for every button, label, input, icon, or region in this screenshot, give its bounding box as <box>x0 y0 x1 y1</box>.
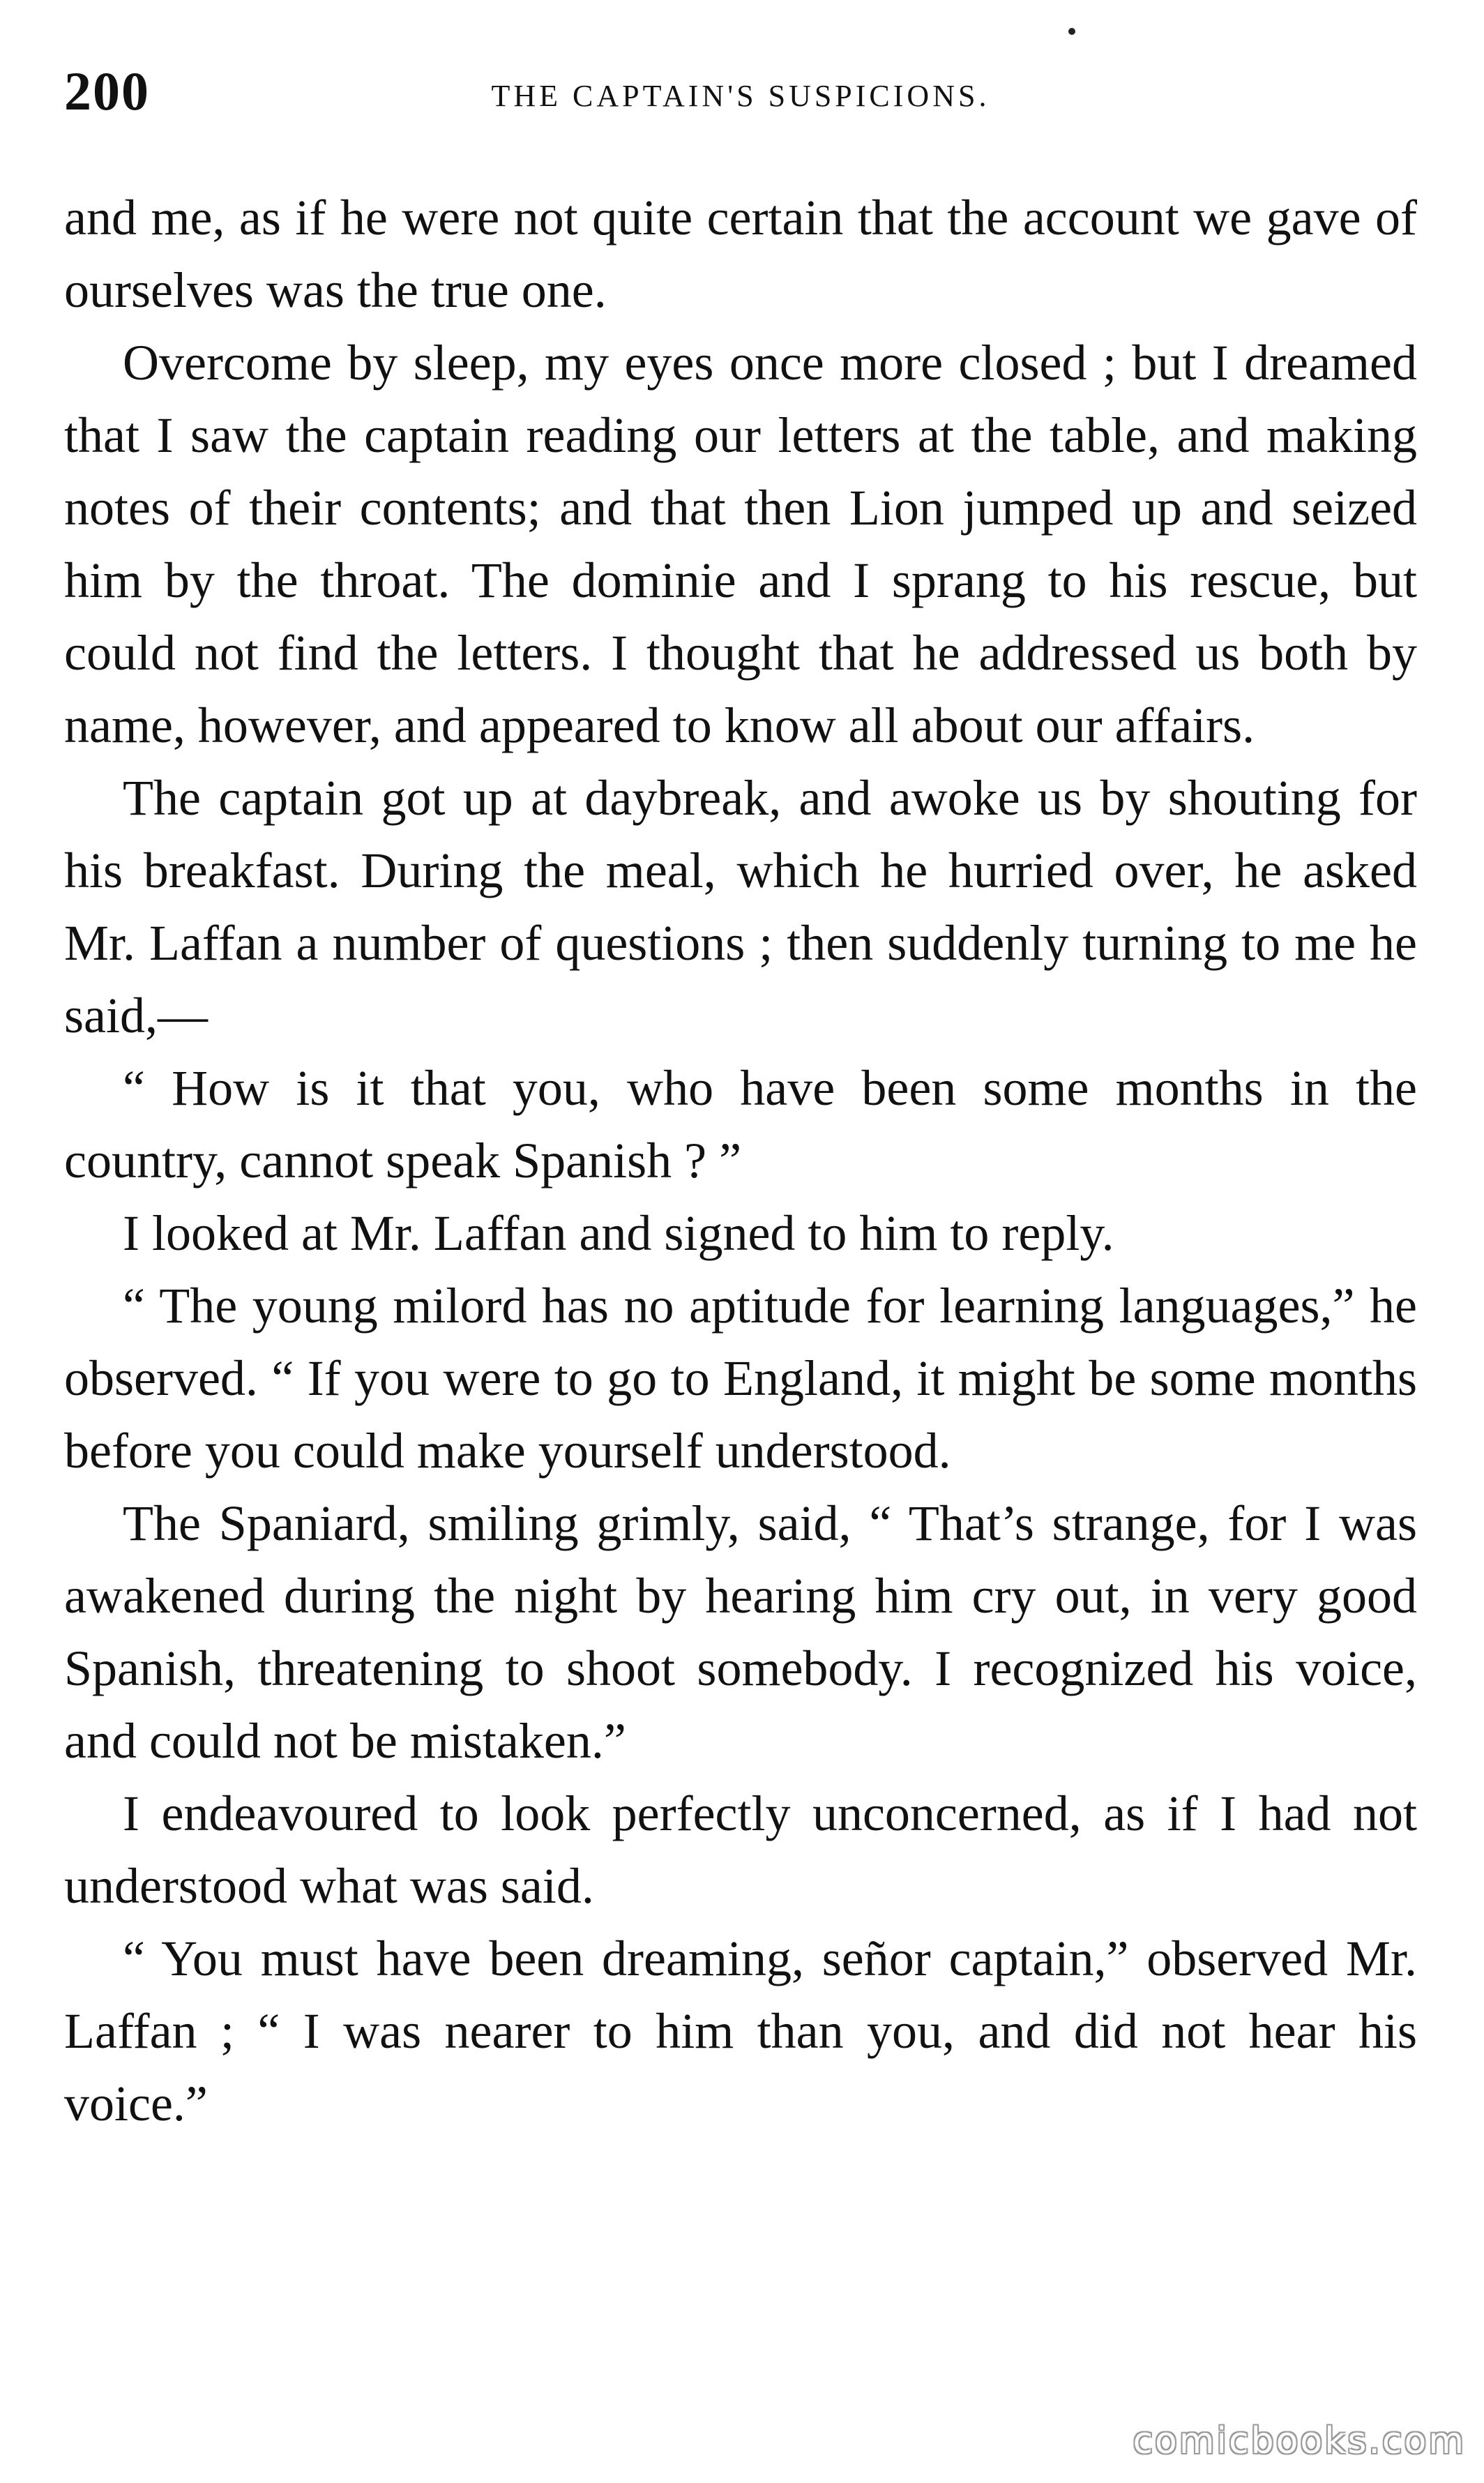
page-header <box>64 45 1417 128</box>
ink-speck <box>1068 28 1075 35</box>
paragraph-9: “ You must have been dreaming, señor captain,” observed Mr. Laffan ; “ I was nearer to him than you, and did not hear his voice.” <box>64 1931 1417 2131</box>
paragraph-2: Overcome by sleep, my eyes once more closed ; but I dreamed that I saw the captain reading our letters at the table, and making notes of their contents; and that then Lion jumped up and seized him by the throat. The dominie and I sprang to his rescue, but could not find the letters. I thought that he addressed us both by name, however, and appeared to know all about our affairs. <box>64 335 1417 753</box>
page-number: 200 <box>64 61 150 121</box>
paragraph-5: I looked at Mr. Laffan and signed to him to reply. <box>123 1205 1114 1261</box>
paragraph-1: and me, as if he were not quite certain that the account we gave of ourselves was the true one. <box>64 190 1417 318</box>
paragraph-7: The Spaniard, smiling grimly, said, “ That’s strange, for I was awakened during the night by hearing him cry out, in very good Spanish, threatening to shoot somebody. I recognized his voice, and could not be mistaken.” <box>64 1495 1417 1769</box>
paragraph-8: I endeavoured to look perfectly unconcerned, as if I had not understood what was said. <box>64 1786 1417 1914</box>
running-head: THE CAPTAIN'S SUSPICIONS. <box>491 79 990 113</box>
watermark: comicbooks.com <box>1133 2420 1466 2462</box>
paragraph-6: “ The young milord has no aptitude for learning languages,” he observed. “ If you were to go to England, it might be some months before you could make yourself understood. <box>64 1278 1417 1479</box>
paragraph-4: “ How is it that you, who have been some months in the country, cannot speak Spanish ? ” <box>64 1060 1417 1188</box>
paragraph-3: The captain got up at daybreak, and awoke us by shouting for his breakfast. During the meal, which he hurried over, he asked Mr. Laffan a number of questions ; then suddenly turning to me he said,— <box>64 770 1417 1043</box>
book-page <box>64 45 1417 2430</box>
body-text <box>64 181 1417 2140</box>
